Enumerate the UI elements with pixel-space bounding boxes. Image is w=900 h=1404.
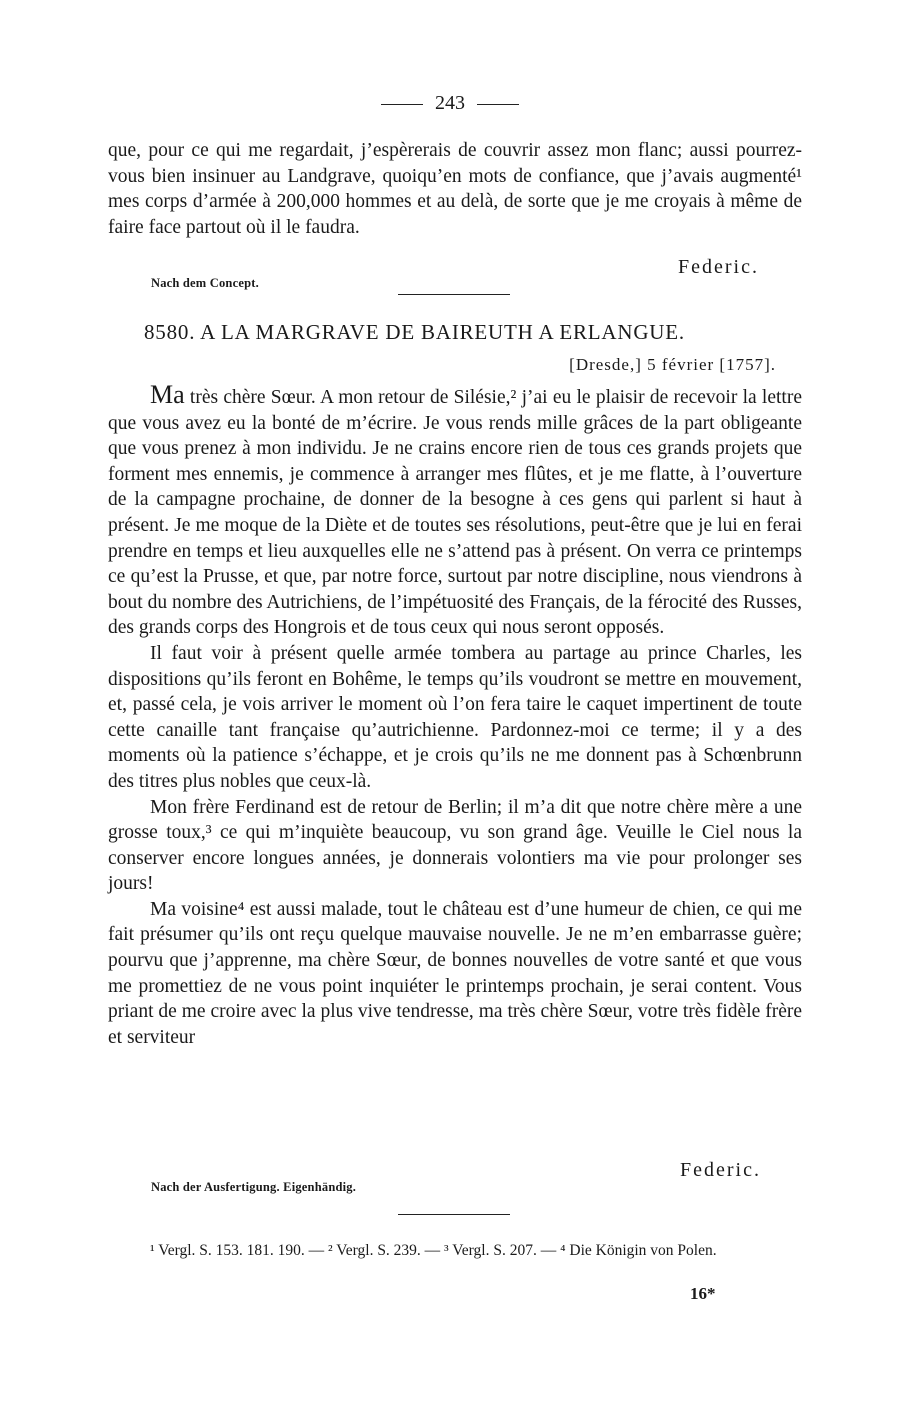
footnotes <box>108 1240 802 1261</box>
continuation-signature: Federic. <box>678 256 759 278</box>
page-header <box>0 92 900 115</box>
header-dash-right <box>477 104 519 105</box>
letter-paragraph-2: Il faut voir à présent quelle armée tombera au partage au prince Charles, les dispositions qu’ils feront en Bohême, le temps qu’ils voudront se mettre en mouvement, et, passé cela, je vois arriver le moment où l’on fera taire le caquet impertinent de toute cette canaille tant française qu’autrichienne. Pardonnez-moi ce terme; il y a des moments où la patience s’échappe, et je crois qu’ils ne me donnent pas à Schœnbrunn des titres plus nobles que ceux-là. <box>108 642 802 792</box>
letter-paragraph-4: Ma voisine⁴ est aussi malade, tout le château est d’une humeur de chien, ce qui me fait présumer qu’ils ont reçu quelque mauvaise nouvelle. Je ne m’en embarrasse guère; pourvu que j’apprenne, ma chère Sœur, de bonnes nouvelles de votre santé et que vous me promettiez de ne vous point inquiéter le printemps prochain, je serai content. Vous priant de me croire avec la plus vive tendresse, ma très chère Sœur, votre très fidèle frère et serviteur <box>108 898 802 1048</box>
page-number: 243 <box>435 92 465 114</box>
header-dash-left <box>381 104 423 105</box>
signature-mark: 16* <box>690 1284 716 1303</box>
continuation-text-block <box>108 138 802 240</box>
letter-source-note: Nach der Ausfertigung. Eigenhändig. <box>151 1180 357 1194</box>
letter-paragraph-1-text: très chère Sœur. A mon retour de Silésie,² j’ai eu le plaisir de recevoir la lettre que vous avez eu la bonté de m’écrire. Je vous rends mille grâces de la part obligeante que vous prenez à mon individu. Je ne crains encore rien de tous ces grands projets que forment mes ennemis, je commence à arranger mes flûtes, et je me flatte, à l’ouverture de la campagne prochaine, de donner de la besogne à ces gens qui parlent si haut à présent. Je me moque de la Diète et de toutes ses résolutions, peut-être que je lui en ferai prendre en temps et lieu auxquelles elle ne s’attend pas à présent. On verra ce printemps ce qu’est la Prusse, et que, par notre force, surtout par notre discipline, nous viendrons à bout du nombre des Autrichiens, de l’impétuosité des Français, de la férocité des Russes, des grands corps des Hongrois et de tous ceux qui nous seront opposés. <box>108 387 802 639</box>
continuation-paragraph: que, pour ce qui me regardait, j’espèrerais de couvrir assez mon flanc; aussi pourrez-vous bien insinuer au Landgrave, quoiqu’en mots de confiance, que j’avais augmenté¹ mes corps d’armée à 200,000 hommes et au delà, de sorte que je me croyais à même de faire face partout où il le faudra. <box>108 140 802 238</box>
continuation-source-note: Nach dem Concept. <box>151 276 259 290</box>
letter-paragraph-1 <box>108 382 802 641</box>
letter-body <box>108 382 802 1050</box>
letter-dateline: [Dresde,] 5 février [1757]. <box>569 355 776 374</box>
letter-paragraph-3: Mon frère Ferdinand est de retour de Berlin; il m’a dit que notre chère mère a une grosse toux,³ ce qui m’inquiète beaucoup, vu son grand âge. Veuille le Ciel nous la conserver encore longues années, je donnerais volontiers ma vie pour prolonger ses jours! <box>108 796 802 895</box>
letter-signature: Federic. <box>680 1159 761 1181</box>
separator-rule-2 <box>398 1214 510 1215</box>
letter-initial: Ma <box>150 380 185 409</box>
letter-title: 8580. A LA MARGRAVE DE BAIREUTH A ERLANGUE. <box>144 320 685 344</box>
footnotes-text: ¹ Vergl. S. 153. 181. 190. — ² Vergl. S. 239. — ³ Vergl. S. 207. — ⁴ Die Königin von Polen. <box>150 1242 717 1259</box>
separator-rule-1 <box>398 294 510 295</box>
